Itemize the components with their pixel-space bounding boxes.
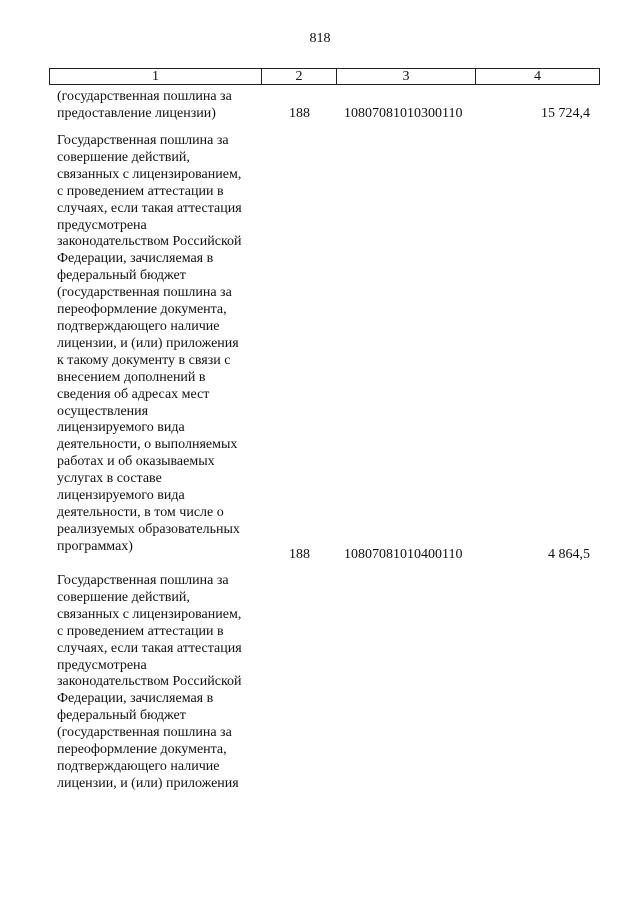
row1-kbk: 10807081010300110	[344, 106, 463, 121]
header-row	[50, 69, 600, 85]
row2-desc-line: связанных с лицензированием,	[57, 166, 242, 182]
row2-desc-line: совершение действий,	[57, 149, 190, 165]
row2-desc-line: лицензии, и (или) приложения	[57, 335, 239, 351]
row1-description	[57, 89, 257, 123]
row2-desc-line: реализуемых образовательных	[57, 521, 240, 537]
row2-amount: 4 864,5	[548, 547, 590, 562]
row2-desc-line: (государственная пошлина за	[57, 285, 232, 301]
row3-desc-line: с проведением аттестации в	[57, 623, 224, 639]
header-col-3: 3	[337, 69, 476, 85]
row2-desc-line: федеральный бюджет	[57, 268, 186, 284]
row3-desc-line: лицензии, и (или) приложения	[57, 775, 239, 791]
row2-desc-line: к такому документу в связи с	[57, 352, 231, 368]
row2-desc-line: работах и об оказываемых	[57, 454, 215, 470]
row2-description	[57, 133, 257, 556]
row3-desc-line: законодательством Российской	[57, 674, 242, 690]
row1-amount: 15 724,4	[541, 106, 590, 121]
row2-desc-line: лицензируемого вида	[57, 420, 185, 436]
row3-desc-line: переоформление документа,	[57, 742, 227, 758]
row3-desc-line: федеральный бюджет	[57, 708, 186, 724]
row2-desc-line: подтверждающего наличие	[57, 318, 220, 334]
row3-desc-line: случаях, если такая аттестация	[57, 640, 242, 656]
row2-desc-line: переоформление документа,	[57, 302, 227, 318]
column-header-table	[49, 68, 600, 85]
row2-desc-line: законодательством Российской	[57, 234, 242, 250]
row2-desc-line: предусмотрена	[57, 217, 147, 233]
row2-desc-line: внесением дополнений в	[57, 369, 206, 385]
row2-desc-line: услугах в составе	[57, 471, 162, 487]
row1-desc-line: (государственная пошлина за	[57, 89, 232, 104]
row2-desc-line: Государственная пошлина за	[57, 133, 229, 148]
row3-desc-line: Государственная пошлина за	[57, 573, 229, 588]
row2-code: 188	[289, 547, 310, 562]
row2-desc-line: деятельности, о выполняемых	[57, 437, 238, 453]
row2-kbk: 10807081010400110	[344, 547, 463, 562]
row2-desc-line: сведения об адресах мест	[57, 386, 210, 402]
row3-desc-line: предусмотрена	[57, 657, 147, 673]
row3-desc-line: связанных с лицензированием,	[57, 606, 242, 622]
row2-desc-line: деятельности, в том числе о	[57, 504, 224, 520]
row2-desc-line: осуществления	[57, 403, 149, 419]
row2-desc-line: с проведением аттестации в	[57, 183, 224, 199]
page-number: 818	[309, 31, 331, 46]
header-col-1: 1	[50, 69, 262, 85]
row2-desc-line: программах)	[57, 538, 133, 554]
row3-desc-line: совершение действий,	[57, 589, 190, 605]
row3-description	[57, 573, 257, 793]
row2-desc-line: случаях, если такая аттестация	[57, 200, 242, 216]
header-col-2: 2	[262, 69, 337, 85]
row2-desc-line: лицензируемого вида	[57, 488, 185, 504]
row2-desc-line: Федерации, зачисляемая в	[57, 251, 214, 267]
row1-desc-line: предоставление лицензии)	[57, 105, 216, 121]
row3-desc-line: Федерации, зачисляемая в	[57, 691, 214, 707]
row3-desc-line: подтверждающего наличие	[57, 758, 220, 774]
row1-code: 188	[289, 106, 310, 121]
header-col-4: 4	[476, 69, 600, 85]
row3-desc-line: (государственная пошлина за	[57, 725, 232, 741]
